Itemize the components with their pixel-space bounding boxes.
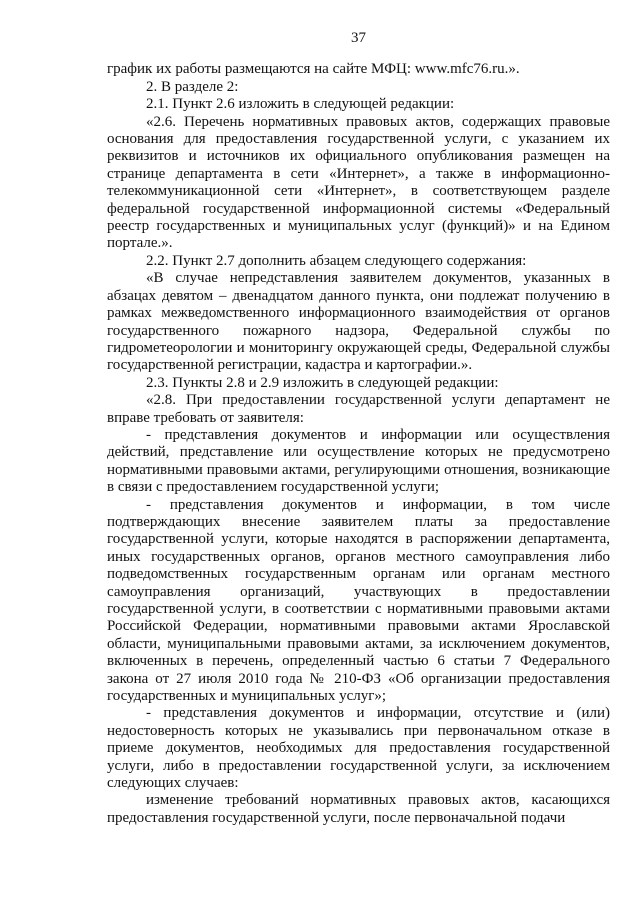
- document-page: [107, 30, 610, 827]
- paragraph: 2. В разделе 2:: [146, 78, 239, 95]
- paragraph: «2.8. При предоставлении государственной услуги департамент не вправе требовать от заявителя:: [107, 392, 610, 426]
- paragraph: 2.1. Пункт 2.6 изложить в следующей редакции:: [146, 96, 455, 113]
- paragraph: 2.2. Пункт 2.7 дополнить абзацем следующего содержания:: [146, 252, 527, 269]
- paragraph: - представления документов и информации или осуществления действий, представление или осуществление которых не предусмотрено нормативными правовыми актами, регулирующими отношения, возникающие в связи с предоставлением государственной услуги;: [107, 426, 610, 496]
- paragraph: 2.3. Пункты 2.8 и 2.9 изложить в следующей редакции:: [146, 374, 499, 391]
- paragraph: график их работы размещаются на сайте МФЦ: www.mfc76.ru.».: [107, 61, 520, 78]
- page-number: 37: [351, 30, 366, 46]
- paragraph: изменение требований нормативных правовых актов, касающихся предоставления государственной услуги, после первоначальной подачи: [107, 792, 610, 826]
- paragraph: - представления документов и информации, отсутствие и (или) недостоверность которых не указывались при первоначальном отказе в приеме документов, необходимых для предоставления государственной услуги, либо в предоставлении государственной услуги, за исключением следующих случаев:: [107, 705, 610, 792]
- document-body: [107, 61, 610, 827]
- paragraph: - представления документов и информации, в том числе подтверждающих внесение заявителем платы за предоставление государственной услуги, которые находятся в распоряжении департамента, иных государственных органов, органов местного самоуправления либо подведомственных государственным органам или органам местного самоуправления организаций, участвующих в предоставлении государственной услуги, в соответствии с нормативными правовыми актами Российской Федерации, нормативными правовыми актами Ярославской области, муниципальными правовыми актами, за исключением документов, включенных в перечень, определенный частью 6 статьи 7 Федерального закона от 27 июля 2010 года № 210-ФЗ «Об организации предоставления государственных и муниципальных услуг»;: [107, 496, 610, 705]
- paragraph: «В случае непредставления заявителем документов, указанных в абзацах девятом – двенадцатом данного пункта, они подлежат получению в рамках межведомственного информационного взаимодействия от органов государственного пожарного надзора, Федеральной службы по гидрометеорологии и мониторингу окружающей среды, Федеральной службы государственной регистрации, кадастра и картографии.».: [107, 270, 610, 374]
- paragraph: «2.6. Перечень нормативных правовых актов, содержащих правовые основания для предоставления государственной услуги, с указанием их реквизитов и источников их официального опубликования размещен на странице департамента в сети «Интернет», а также в информационно-телекоммуникационной сети «Интернет», в соответствующем разделе федеральной государственной информационной системы «Федеральный реестр государственных и муниципальных услуг (функций)» и на Едином портале.».: [107, 113, 610, 252]
